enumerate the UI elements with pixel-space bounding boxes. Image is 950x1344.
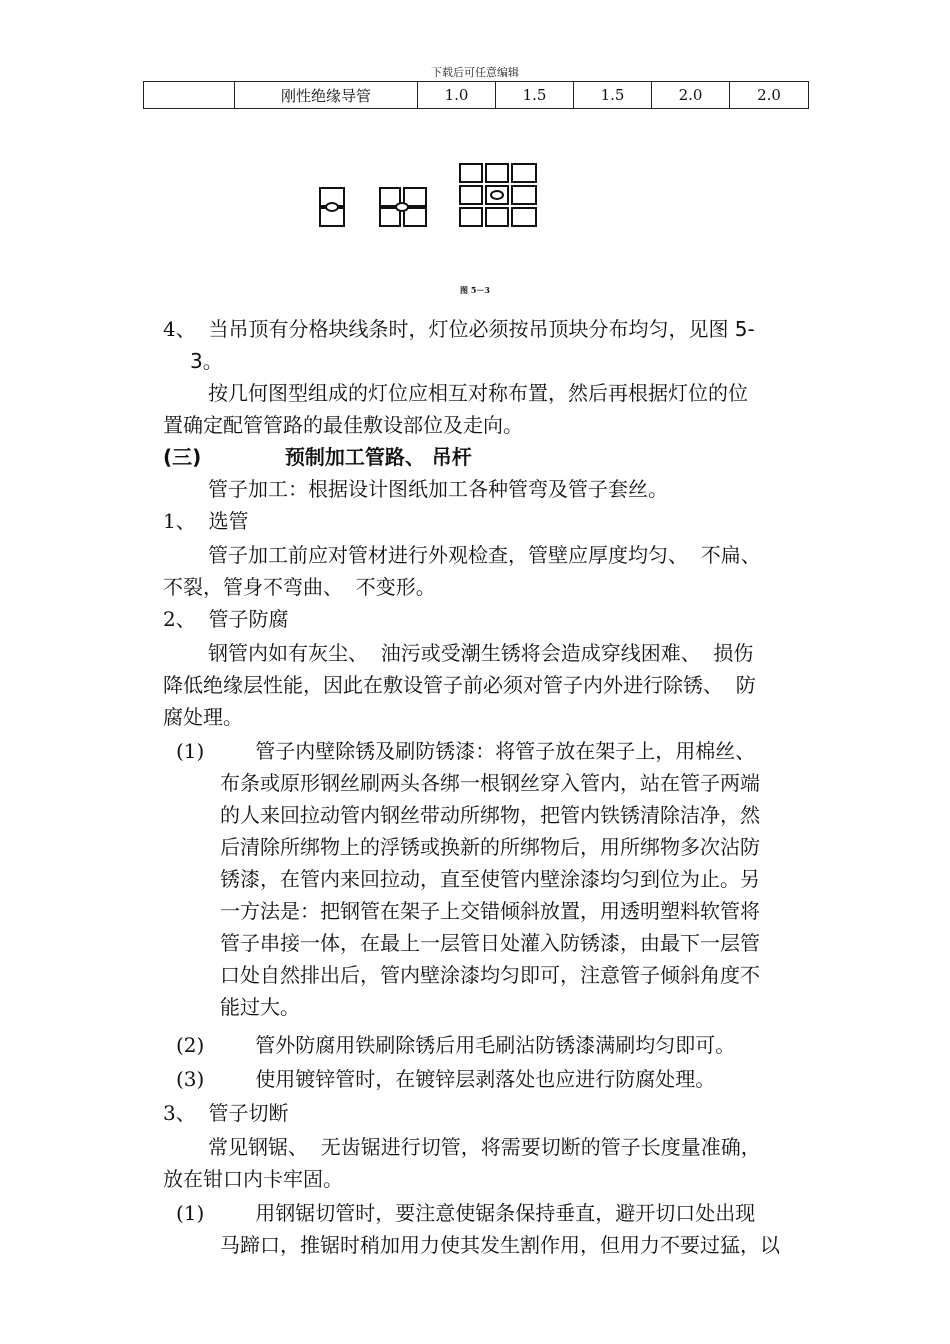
text-line xyxy=(176,1201,755,1225)
text-line xyxy=(176,1033,735,1057)
text-line xyxy=(163,317,755,341)
table-row xyxy=(144,82,809,109)
text-span: 常见钢锯、 无齿锯进行切管，将需要切断的管子长度量准确， xyxy=(208,1135,761,1159)
table-cell: 2.0 xyxy=(652,82,730,109)
ceiling-panel xyxy=(460,186,482,204)
text-span: 置确定配管管路的最佳敷设部位及走向。 xyxy=(163,413,523,437)
ceiling-panel xyxy=(512,164,536,182)
text-span: 钢管内如有灰尘、 油污或受潮生锈将会造成穿线困难、 损伤 xyxy=(208,641,754,665)
text-span: 不裂，管身不弯曲、 不变形。 xyxy=(163,575,436,599)
text-span: 4、 xyxy=(163,317,196,341)
text-span: 1、 xyxy=(163,509,196,533)
ceiling-panel xyxy=(404,208,426,226)
figure-caption: 图 5－3 xyxy=(460,285,490,295)
ceiling-panel xyxy=(486,208,508,226)
table-cell: 1.0 xyxy=(418,82,496,109)
table-cell: 1.5 xyxy=(496,82,574,109)
spec-table xyxy=(143,81,809,109)
text-line xyxy=(163,705,243,729)
table-cell xyxy=(144,82,235,109)
text-line xyxy=(208,641,753,665)
text-line xyxy=(176,1067,715,1091)
text-span: (三) 预制加工管路、 吊杆 xyxy=(163,445,472,469)
text-line xyxy=(220,995,300,1019)
text-line xyxy=(163,575,436,599)
text-span: 用钢锯切管时，要注意使锯条保持垂直，避开切口处出现 xyxy=(204,1201,756,1225)
text-line xyxy=(220,771,760,795)
text-line xyxy=(163,445,472,469)
lamp-layout-figure xyxy=(318,162,542,230)
text-line xyxy=(208,477,668,501)
text-line xyxy=(163,413,523,437)
ceiling-panel xyxy=(486,186,508,204)
ceiling-panel xyxy=(380,208,400,226)
text-line xyxy=(220,931,760,955)
lamp-marker xyxy=(326,203,338,211)
table-cell: 刚性绝缘导管 xyxy=(235,82,418,109)
text-span: 管外防腐用铁刷除锈后用毛刷沾防锈漆满刷均匀即可。 xyxy=(204,1033,736,1057)
text-span: 管子串接一体，在最上一层管日处灌入防锈漆，由最下一层管 xyxy=(220,931,760,955)
page-header: 下载后可任意编辑 xyxy=(431,66,519,79)
text-span: 能过大。 xyxy=(220,995,300,1019)
text-span: (3) xyxy=(176,1067,205,1091)
text-line xyxy=(163,509,248,533)
ceiling-panel xyxy=(404,188,426,206)
ceiling-panel xyxy=(460,164,482,182)
text-span: 管子加工前应对管材进行外观检查，管壁应厚度均匀、 不扁、 xyxy=(208,543,761,567)
table-cell: 1.5 xyxy=(574,82,652,109)
text-span: (2) xyxy=(176,1033,205,1057)
text-span: 管子内壁除锈及刷防锈漆：将管子放在架子上，用棉丝、 xyxy=(204,739,756,763)
text-span: 的人来回拉动管内钢丝带动所绑物，把管内铁锈清除洁净，然 xyxy=(220,803,760,827)
text-span: 按几何图型组成的灯位应相互对称布置，然后再根据灯位的位 xyxy=(208,381,748,405)
ceiling-panel xyxy=(380,188,400,206)
text-span: 2、 xyxy=(163,607,196,631)
text-line xyxy=(163,1101,288,1125)
text-span: (1) xyxy=(176,1201,205,1225)
text-span: 一方法是：把钢管在架子上交错倾斜放置，用透明塑料软管将 xyxy=(220,899,760,923)
text-span: 放在钳口内卡牢固。 xyxy=(163,1167,343,1191)
text-span: 马蹄口，推锯时稍加用力使其发生割作用，但用力不要过猛，以 xyxy=(220,1233,780,1257)
table-cell: 2.0 xyxy=(730,82,809,109)
ceiling-panel xyxy=(486,164,508,182)
lamp-marker xyxy=(396,203,408,211)
text-line xyxy=(176,739,755,763)
text-span: 降低绝缘层性能，因此在敷设管子前必须对管子内外进行除锈、 防 xyxy=(163,673,756,697)
ceiling-panel xyxy=(460,208,482,226)
text-span: 3。 xyxy=(190,349,223,373)
text-line xyxy=(163,607,288,631)
text-line xyxy=(220,1233,780,1257)
text-line xyxy=(208,543,761,567)
text-line xyxy=(220,803,760,827)
text-line xyxy=(190,349,223,373)
text-span: (1) xyxy=(176,739,205,763)
text-span: 3、 xyxy=(163,1101,196,1125)
lamp-marker xyxy=(491,191,503,199)
text-span: 后清除所绑物上的浮锈或换新的所绑物后，用所绑物多次沾防 xyxy=(220,835,760,859)
text-span: 管子切断 xyxy=(195,1101,289,1125)
ceiling-panel xyxy=(512,208,536,226)
text-span: 布条或原形钢丝刷两头各绑一根钢丝穿入管内，站在管子两端 xyxy=(220,771,760,795)
text-span: 管子加工：根据设计图纸加工各种管弯及管子套丝。 xyxy=(208,477,668,501)
text-line xyxy=(208,1135,761,1159)
text-line xyxy=(163,1167,343,1191)
text-line xyxy=(208,381,748,405)
text-line xyxy=(220,867,760,891)
text-line xyxy=(220,963,760,987)
ceiling-panel xyxy=(512,186,536,204)
text-span: 当吊顶有分格块线条时，灯位必须按吊顶块分布均匀，见图 5- xyxy=(195,317,755,341)
text-span: 腐处理。 xyxy=(163,705,243,729)
text-span: 选管 xyxy=(195,509,249,533)
text-span: 锈漆，在管内来回拉动，直至使管内壁涂漆均匀到位为止。另 xyxy=(220,867,760,891)
text-line xyxy=(220,835,760,859)
text-span: 管子防腐 xyxy=(195,607,289,631)
text-span: 口处自然排出后，管内壁涂漆均匀即可，注意管子倾斜角度不 xyxy=(220,963,760,987)
text-line xyxy=(163,673,756,697)
text-span: 使用镀锌管时，在镀锌层剥落处也应进行防腐处理。 xyxy=(204,1067,716,1091)
text-line xyxy=(220,899,760,923)
